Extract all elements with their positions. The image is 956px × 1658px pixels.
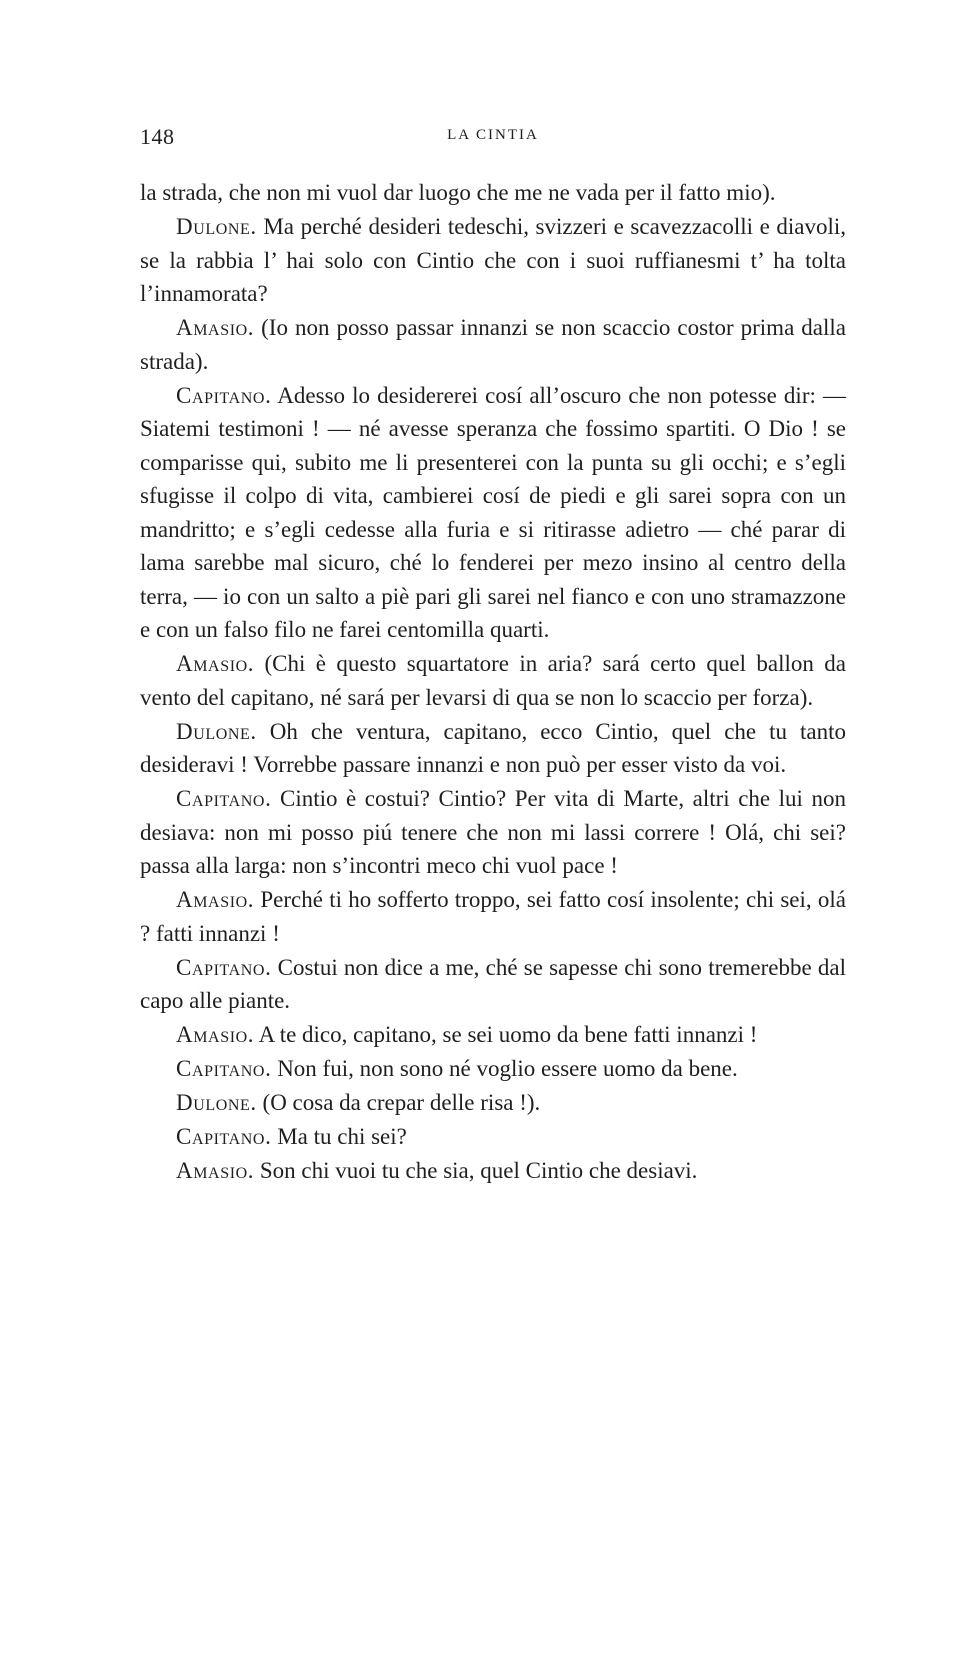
speech-text: (Io non posso passar innanzi se non scaccio costor prima dalla strada).	[140, 315, 846, 374]
dialogue-paragraph	[140, 1052, 846, 1086]
speaker-name: Amasio.	[176, 1022, 255, 1047]
speaker-name: Dulone.	[176, 718, 257, 744]
dialogue-paragraph	[140, 715, 846, 782]
dialogue-paragraph	[140, 951, 846, 1018]
speech-text: Adesso lo desidererei cosí all’oscuro che non potesse dir: — Siatemi testimoni ! — né avesse speranza che fossimo spartiti. O Dio ! se comparisse qui, subito me li presenterei con la punta su gli occhi; e s’egli sfugisse il colpo di vita, cambierei cosí de piedi e gli sarei sopra con un mandritto; e s’egli cedesse alla furia e si ritirasse adietro — ché parar di lama sarebbe mal sicuro, ché lo fenderei per mezo insino al centro della terra, — io con un salto a piè pari gli sarei nel fianco e con uno stramazzone e con un falso filo ne farei centomilla quarti.	[140, 382, 846, 642]
page-number: 148	[140, 124, 175, 149]
speaker-name: Amasio.	[176, 1158, 255, 1183]
speech-text: Cintio è costui? Cintio? Per vita di Marte, altri che lui non desiava: non mi posso piú tenere che non mi lassi correre ! Olá, chi sei? passa alla larga: non s’incontri meco chi vuol pace !	[140, 786, 846, 878]
speech-text: Costui non dice a me, ché se sapesse chi sono tremerebbe dal capo alle piante.	[140, 954, 846, 1013]
dialogue-paragraph	[140, 1154, 846, 1188]
speaker-name: Dulone.	[176, 214, 257, 239]
speaker-name: Dulone.	[176, 1090, 257, 1115]
dialogue-paragraph	[140, 210, 846, 311]
speaker-name: Amasio.	[176, 315, 255, 340]
dialogue-paragraph	[140, 1120, 846, 1154]
speech-text: Ma tu chi sei?	[271, 1124, 407, 1149]
speech-text: Oh che ventura, capitano, ecco Cintio, quel che tu tanto desideravi ! Vorrebbe passare innanzi e non può per esser visto da voi.	[140, 718, 846, 777]
dialogue-paragraph	[140, 782, 846, 883]
speaker-name: Capitano.	[176, 382, 272, 408]
speech-text: (Chi è questo squartatore in aria? sará certo quel ballon da vento del capitano, né sará per levarsi di qua se non lo scaccio per forza).	[140, 651, 846, 710]
dialogue-paragraph	[140, 1018, 846, 1052]
dialogue-paragraph	[140, 379, 846, 647]
speech-text: (O cosa da crepar delle risa !).	[256, 1090, 541, 1115]
dialogue-paragraph	[140, 311, 846, 378]
running-head	[140, 124, 846, 152]
speaker-name: Amasio.	[176, 887, 255, 912]
speech-text: A te dico, capitano, se sei uomo da bene fatti innanzi !	[254, 1022, 758, 1047]
speech-text: Ma perché desideri tedeschi, svizzeri e scavezzacolli e diavoli, se la rabbia l’ hai solo con Cintio che con i suoi ruffianesmi t’ ha tolta l’innamorata?	[140, 214, 846, 306]
speech-text: Non fui, non sono né voglio essere uomo da bene.	[271, 1056, 738, 1081]
speaker-name: Capitano.	[176, 786, 272, 811]
speaker-name: Capitano.	[176, 1056, 272, 1081]
speaker-name: Capitano.	[176, 1124, 272, 1149]
dialogue-paragraph	[140, 1086, 846, 1120]
dialogue-text	[140, 176, 846, 1188]
speaker-name: Capitano.	[176, 954, 272, 980]
dialogue-paragraph	[140, 647, 846, 714]
continuation-paragraph	[140, 176, 846, 210]
dialogue-paragraph	[140, 883, 846, 950]
running-title: LA CINTIA	[447, 127, 539, 143]
paragraph-text: la strada, che non mi vuol dar luogo che me ne vada per il fatto mio).	[140, 180, 776, 205]
speaker-name: Amasio.	[176, 651, 255, 676]
speech-text: Son chi vuoi tu che sia, quel Cintio che desiavi.	[254, 1158, 698, 1183]
speech-text: Perché ti ho sofferto troppo, sei fatto cosí insolente; chi sei, olá ? fatti innanzi !	[140, 887, 846, 946]
